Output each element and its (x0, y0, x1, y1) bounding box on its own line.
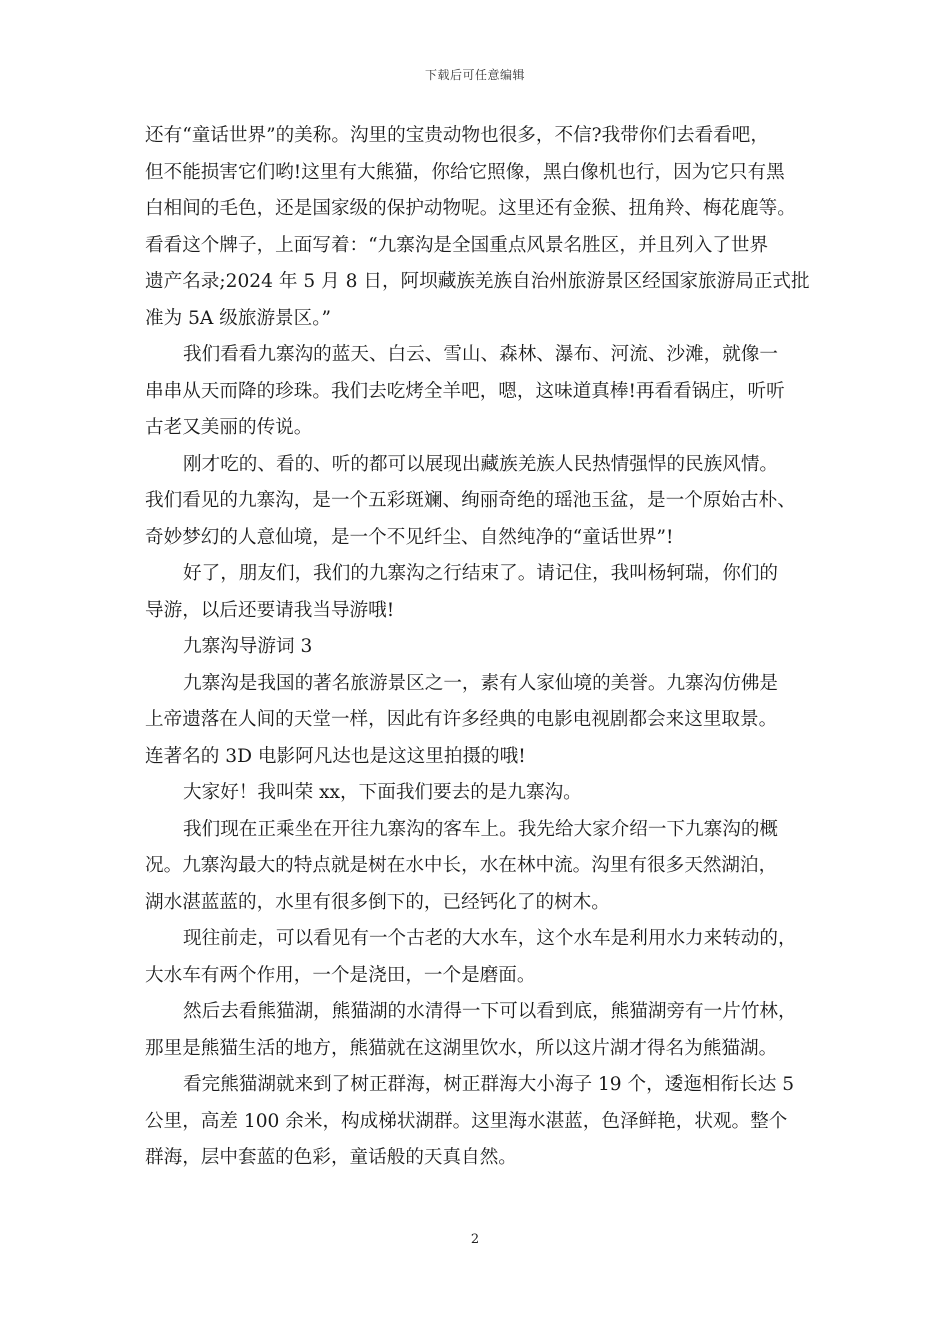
page-number: 2 (470, 1232, 480, 1247)
text-line: 湖水湛蓝蓝的，水里有很多倒下的，已经钙化了的树木。 (145, 891, 610, 913)
text-line: 上帝遗落在人间的天堂一样，因此有许多经典的电影电视剧都会来这里取景。 (145, 709, 778, 730)
text-line: 况。九寨沟最大的特点就是树在水中长，水在林中流。沟里有很多天然湖泊， (145, 855, 778, 876)
text-line: 古老又美丽的传说。 (145, 417, 313, 438)
text-line: 那里是熊猫生活的地方，熊猫就在这湖里饮水，所以这片湖才得名为熊猫湖。 (145, 1037, 778, 1059)
text-line: 我们看看九寨沟的蓝天、白云、雪山、森林、瀑布、河流、沙滩，就像一 (183, 344, 779, 365)
text-line: 九寨沟是我国的著名旅游景区之一，素有人家仙境的美誉。九寨沟仿佛是 (183, 672, 779, 694)
text-line: 准为 5A 级旅游景区。” (145, 307, 332, 329)
text-line: 还有“童话世界”的美称。沟里的宝贵动物也很多，不信?我带你们去看看吧， (145, 125, 769, 146)
text-line: 遗产名录;2024 年 5 月 8 日，阿坝藏族羌族自治州旅游景区经国家旅游局正式批 (145, 271, 810, 292)
page-header: 下载后可任意编辑 (424, 68, 525, 82)
document-body (145, 118, 813, 1177)
text-line: 我们现在正乘坐在开往九寨沟的客车上。我先给大家介绍一下九寨沟的概 (183, 818, 779, 840)
text-line: 看看这个牌子，上面写着：“九寨沟是全国重点风景名胜区，并且列入了世界 (145, 234, 769, 256)
text-line: 导游，以后还要请我当导游哦! (145, 599, 395, 621)
text-line: 然后去看熊猫湖，熊猫湖的水清得一下可以看到底，熊猫湖旁有一片竹林， (183, 1001, 797, 1022)
text-line: 但不能损害它们哟!这里有大熊猫，你给它照像，黑白像机也行，因为它只有黑 (145, 161, 785, 183)
text-line: 大家好！我叫荣 xx，下面我们要去的是九寨沟。 (183, 782, 582, 803)
text-line: 九寨沟导游词 3 (183, 636, 313, 657)
text-line: 群海，层中套蓝的色彩，童话般的天真自然。 (145, 1147, 517, 1168)
text-line: 白相间的毛色，还是国家级的保护动物呢。这里还有金猴、扭角羚、梅花鹿等。 (145, 198, 796, 219)
text-line: 现往前走，可以看见有一个古老的大水车，这个水车是利用水力来转动的， (183, 928, 797, 949)
text-line: 好了，朋友们，我们的九寨沟之行结束了。请记住，我叫杨轲瑞，你们的 (183, 563, 779, 584)
text-line: 公里，高差 100 余米，构成梯状湖群。这里海水湛蓝，色泽鲜艳，状观。整个 (145, 1110, 788, 1132)
text-line: 连著名的 3D 电影阿凡达也是这这里拍摄的哦! (145, 745, 526, 767)
text-line: 串串从天而降的珍珠。我们去吃烤全羊吧，嗯，这味道真棒!再看看锅庄，听听 (145, 380, 785, 402)
text-line: 奇妙梦幻的人意仙境，是一个不见纤尘、自然纯净的“童话世界”! (145, 526, 674, 548)
text-line: 我们看见的九寨沟，是一个五彩斑斓、绚丽奇绝的瑶池玉盆，是一个原始古朴、 (145, 490, 796, 511)
text-line: 大水车有两个作用，一个是浇田，一个是磨面。 (145, 964, 536, 986)
text-line: 刚才吃的、看的、听的都可以展现出藏族羌族人民热情强悍的民族风情。 (183, 453, 779, 475)
text-line: 看完熊猫湖就来到了树正群海，树正群海大小海子 19 个，逶迤相衔长达 5 (183, 1074, 795, 1095)
